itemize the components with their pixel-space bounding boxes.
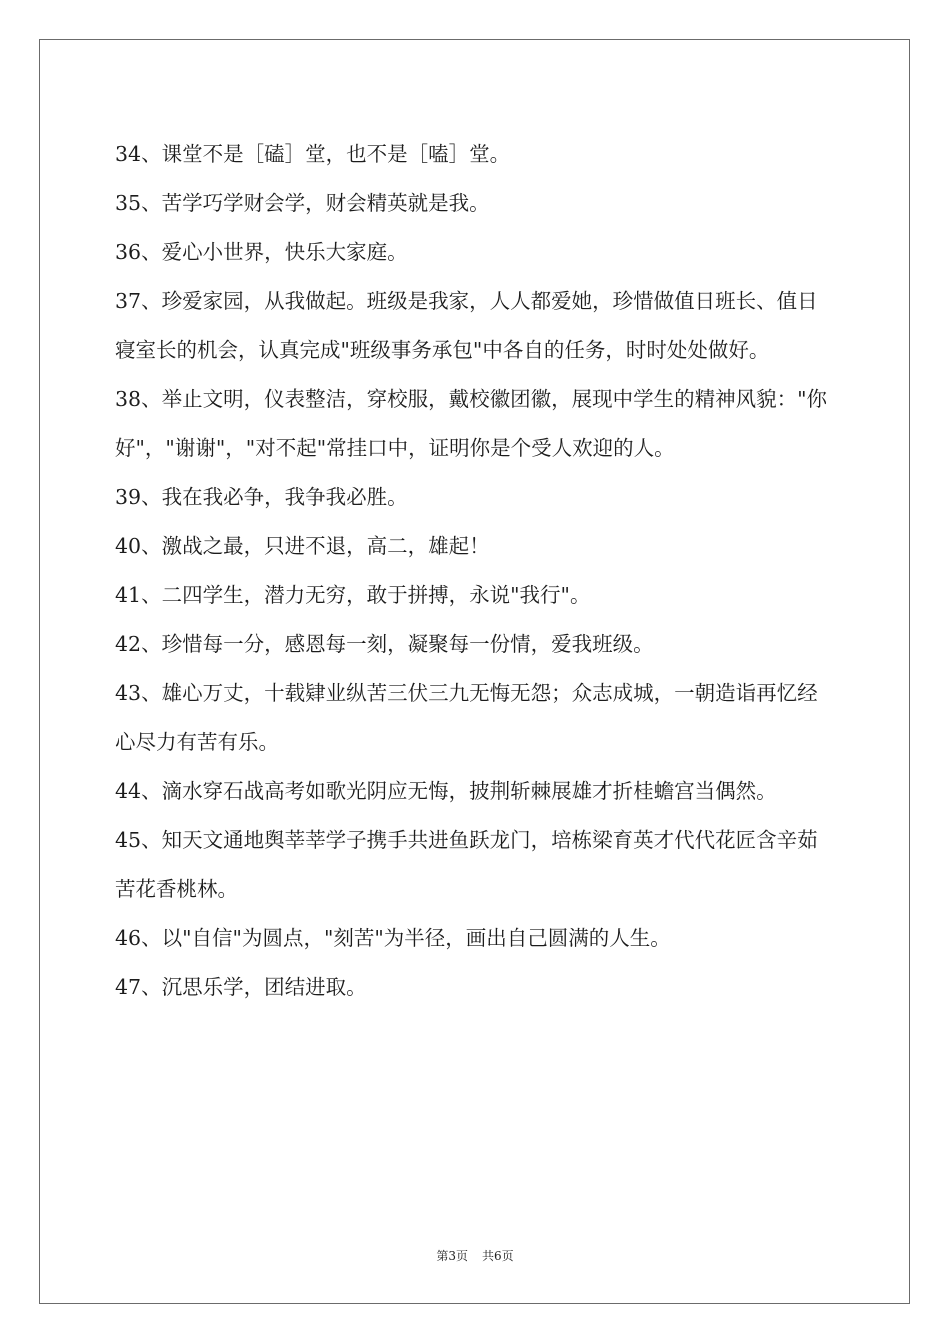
paragraph-46: 46、以"自信"为圆点，"刻苦"为半径，画出自己圆满的人生。 <box>115 926 671 950</box>
paragraph-45: 45、知天文通地舆莘莘学子携手共进鱼跃龙门，培栋梁育英才代代花匠含辛茹苦花香桃林。 <box>115 828 818 901</box>
page-total: 共6页 <box>482 1249 514 1263</box>
paragraph-34: 34、课堂不是［磕］堂，也不是［嗑］堂。 <box>115 142 511 166</box>
paragraph-39: 39、我在我必争，我争我必胜。 <box>115 485 408 509</box>
paragraph-37: 37、珍爱家园，从我做起。班级是我家，人人都爱她，珍惜做值日班长、值日寝室长的机会，认真完成"班级事务承包"中各自的任务，时时处处做好。 <box>115 289 818 362</box>
paragraph-44: 44、滴水穿石战高考如歌光阴应无悔，披荆斩棘展雄才折桂蟾宫当偶然。 <box>115 779 777 803</box>
paragraph-36: 36、爱心小世界，快乐大家庭。 <box>115 240 408 264</box>
paragraph-40: 40、激战之最，只进不退，高二，雄起！ <box>115 534 490 558</box>
page-number: 第3页 <box>436 1249 468 1263</box>
page-footer <box>0 1247 950 1264</box>
document-body <box>115 130 835 1012</box>
paragraph-38: 38、举止文明，仪表整洁，穿校服，戴校徽团徽，展现中学生的精神风貌："你好"，"谢谢"，"对不起"常挂口中，证明你是个受人欢迎的人。 <box>115 387 828 460</box>
paragraph-35: 35、苦学巧学财会学，财会精英就是我。 <box>115 191 490 215</box>
paragraph-43: 43、雄心万丈，十载肄业纵苦三伏三九无悔无怨；众志成城，一朝造诣再忆经心尽力有苦有乐。 <box>115 681 818 754</box>
paragraph-47: 47、沉思乐学，团结进取。 <box>115 975 367 999</box>
paragraph-41: 41、二四学生，潜力无穷，敢于拼搏，永说"我行"。 <box>115 583 591 607</box>
paragraph-42: 42、珍惜每一分，感恩每一刻，凝聚每一份情，爱我班级。 <box>115 632 654 656</box>
